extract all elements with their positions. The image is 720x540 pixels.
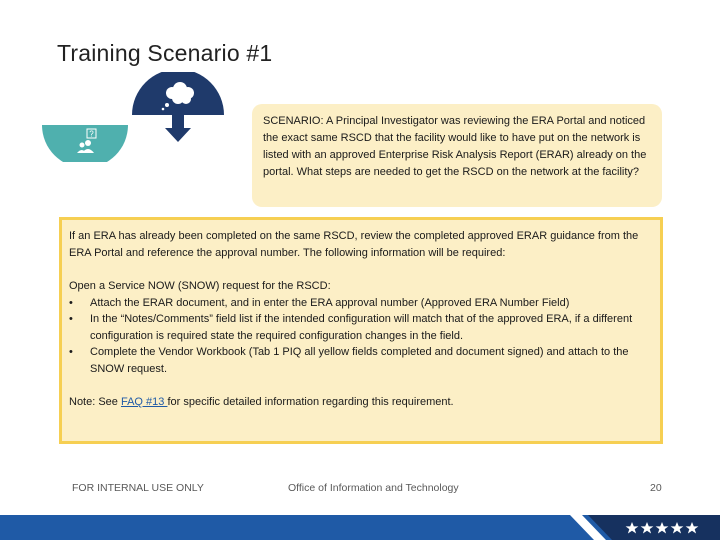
teal-half-circle — [42, 125, 128, 162]
bottom-brand-bar — [0, 515, 720, 540]
bullet-symbol: • — [69, 313, 73, 325]
scenario-text: A Principal Investigator was reviewing the ERA Portal and noticed the exact same RSCD that the facility would like to have put on the network is listed with an approved Enterprise Risk Analysis Report (ERAR) already on the portal. What steps are needed to get the RSCD on the network at the facility? — [263, 115, 647, 178]
list-item: • In the “Notes/Comments” field list if the intended configuration will match that of the approved ERA, if a different configuration is required state the required configuration changes in the field. — [69, 313, 633, 342]
page-number: 20 — [650, 482, 662, 494]
note-prefix: Note: See — [69, 396, 121, 408]
footer-classification: FOR INTERNAL USE ONLY — [72, 482, 204, 494]
page-title: Training Scenario #1 — [57, 40, 273, 66]
scenario-illustration — [40, 72, 240, 162]
footer-office: Office of Information and Technology — [288, 482, 459, 494]
faq-13-link[interactable]: FAQ #13 — [120, 396, 168, 408]
bullet-symbol: • — [69, 296, 73, 309]
question-mark: ? — [89, 129, 94, 139]
list-item: • Complete the Vendor Workbook (Tab 1 PIQ all yellow fields completed and document signed) and attach to the SNOW request. — [69, 346, 629, 375]
bullet-symbol: • — [69, 346, 73, 358]
requirements-list — [69, 295, 653, 378]
note-line — [69, 394, 653, 411]
note-suffix: for specific detailed information regarding this requirement. — [167, 396, 454, 408]
list-item: • Attach the ERAR document, and in enter the ERA approval number (Approved ERA Number Field) — [69, 295, 653, 312]
scenario-label: SCENARIO: — [263, 115, 324, 127]
answer-box — [59, 217, 663, 444]
answer-intro: If an ERA has already been completed on the same RSCD, review the completed approved ERAR guidance from the ERA Portal and reference the approval number. The following information will be required: — [69, 230, 639, 259]
down-arrow-icon — [165, 115, 191, 142]
request-heading: Open a Service NOW (SNOW) request for the RSCD: — [69, 280, 331, 292]
scenario-box — [252, 104, 662, 207]
